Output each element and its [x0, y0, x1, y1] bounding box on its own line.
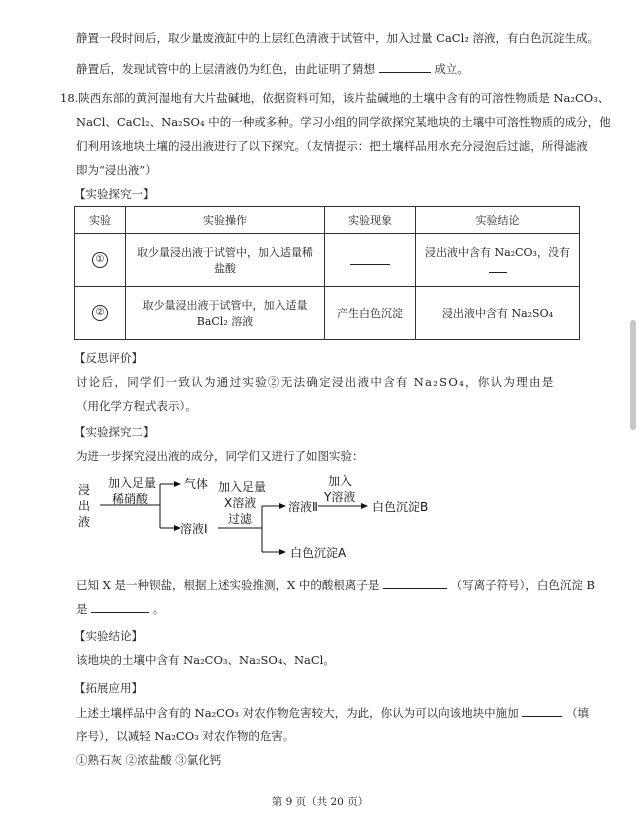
table-header: 实验 [75, 207, 126, 234]
step2-line1: 加入足量 [218, 480, 267, 494]
step1-bottom: 稀硝酸 [112, 492, 149, 506]
arrow-head [279, 503, 286, 509]
q18-line-3: 们利用该地块土壤的浸出液进行了以下探究。（友情提示：把土壤样品用水充分浸泡后过滤，所得滤液 [76, 139, 588, 153]
operation-text-1: 取少量浸出液于试管中，加入适量稀 [137, 246, 313, 259]
acid-radical-blank[interactable] [383, 576, 447, 589]
apply-line-1 [76, 704, 589, 721]
intro-line-2-text: 静置后，发现试管中的上层清液仍为红色，由此证明了猜想 [76, 62, 375, 76]
scrollbar-thumb[interactable] [630, 320, 636, 430]
conclusion-line: 该地块的土壤中含有 Na₂CO₃、Na₂SO₄、NaCl。 [76, 653, 335, 667]
known-line-2 [76, 600, 164, 617]
apply-text-1: 上述土壤样品中含有的 Na₂CO₃ 对农作物危害较大，为此，你认为可以向该地块中施加 [76, 706, 519, 720]
explore-2-intro: 为进一步探究浸出液的成分，同学们又进行了如图实验： [76, 449, 364, 463]
arrow-head [279, 549, 286, 555]
precipitate-b-label: 白色沉淀B [372, 500, 429, 514]
table-header: 实验操作 [126, 207, 325, 234]
section-title-conclusion: 【实验结论】 [74, 629, 143, 643]
q18-line-4: 即为“浸出液”） [76, 163, 157, 177]
page-footer: 第 9 页（共 20 页） [271, 796, 369, 808]
reflection-text: 讨论后，同学们一致认为通过实验②无法确定浸出液中含有 Na₂SO₄，你认为理由是 [76, 375, 555, 389]
precipitate-a-label: 白色沉淀A [290, 546, 347, 560]
intro-line-2-end: 成立。 [434, 62, 469, 76]
start-label: 浸出液 [78, 483, 91, 529]
known-text-4: 。 [152, 602, 165, 616]
apply-blank[interactable] [522, 704, 562, 717]
apply-text-2: （填 [566, 706, 589, 720]
intro-line-1: 静置一段时间后，取少量废液缸中的上层红色清液于试管中，加入过量 CaCl₂ 溶液，有白色沉淀生成。 [76, 31, 600, 45]
step3-bottom: Y溶液 [324, 490, 356, 504]
step2-line3: 过滤 [228, 512, 253, 526]
arrow-head [174, 481, 181, 487]
solution1-label: 溶液Ⅰ [180, 522, 208, 536]
known-text-1: 已知 X 是一种钡盐，根据上述实验推测，X 中的酸根离子是 [76, 578, 380, 592]
table-header: 实验现象 [325, 207, 416, 234]
row-id: ① [92, 252, 108, 268]
operation-text-2: BaCl₂ 溶液 [196, 315, 254, 328]
precipitate-b-blank[interactable] [91, 600, 149, 613]
gas-label: 气体 [184, 477, 209, 491]
arrow-head [361, 503, 368, 509]
options-line: ①熟石灰 ②浓盐酸 ③氯化钙 [76, 753, 222, 767]
known-text-3: 是 [76, 602, 88, 616]
section-title-application: 【拓展应用】 [74, 681, 143, 695]
table-header: 实验结论 [416, 207, 580, 234]
conclusion-text: 浸出液中含有 Na₂CO₃，没有 [425, 246, 570, 259]
row-id: ② [92, 305, 108, 321]
q18-text-1: 陕西东部的黄河湿地有大片盐碱地，依据资料可知，该片盐碱地的土壤中含有的可溶性物质是 Na₂CO₃、 [78, 91, 610, 105]
section-title-reflection: 【反思评价】 [74, 351, 143, 365]
section-title-explore-2: 【实验探究二】 [74, 425, 155, 439]
reflection-line-2: （用化学方程式表示）。 [76, 399, 197, 413]
operation-text-1: 取少量浸出液于试管中，加入适量 [142, 299, 308, 312]
step2-line2: X溶液 [224, 496, 257, 510]
step1-top: 加入足量 [108, 476, 157, 490]
q18-line-2: NaCl、CaCl₂、Na₂SO₄ 中的一种或多种。学习小组的同学欲探究某地块的土壤中可溶性物质的成分，他 [76, 115, 611, 129]
conclusion-cell: 浸出液中含有 Na₂SO₄ [416, 287, 580, 340]
known-line-1 [76, 576, 595, 593]
solution2-label: 溶液Ⅱ [288, 500, 318, 514]
question-number: 18. [60, 91, 79, 105]
step3-top: 加入 [328, 474, 353, 488]
known-text-2: （写离子符号），白色沉淀 B [450, 578, 596, 592]
operation-text-2: 盐酸 [214, 262, 236, 275]
section-title-explore-1: 【实验探究一】 [74, 187, 155, 201]
apply-line-2: 序号），以减轻 Na₂CO₃ 对农作物的危害。 [76, 729, 295, 743]
phenomenon-cell: 产生白色沉淀 [325, 287, 416, 340]
